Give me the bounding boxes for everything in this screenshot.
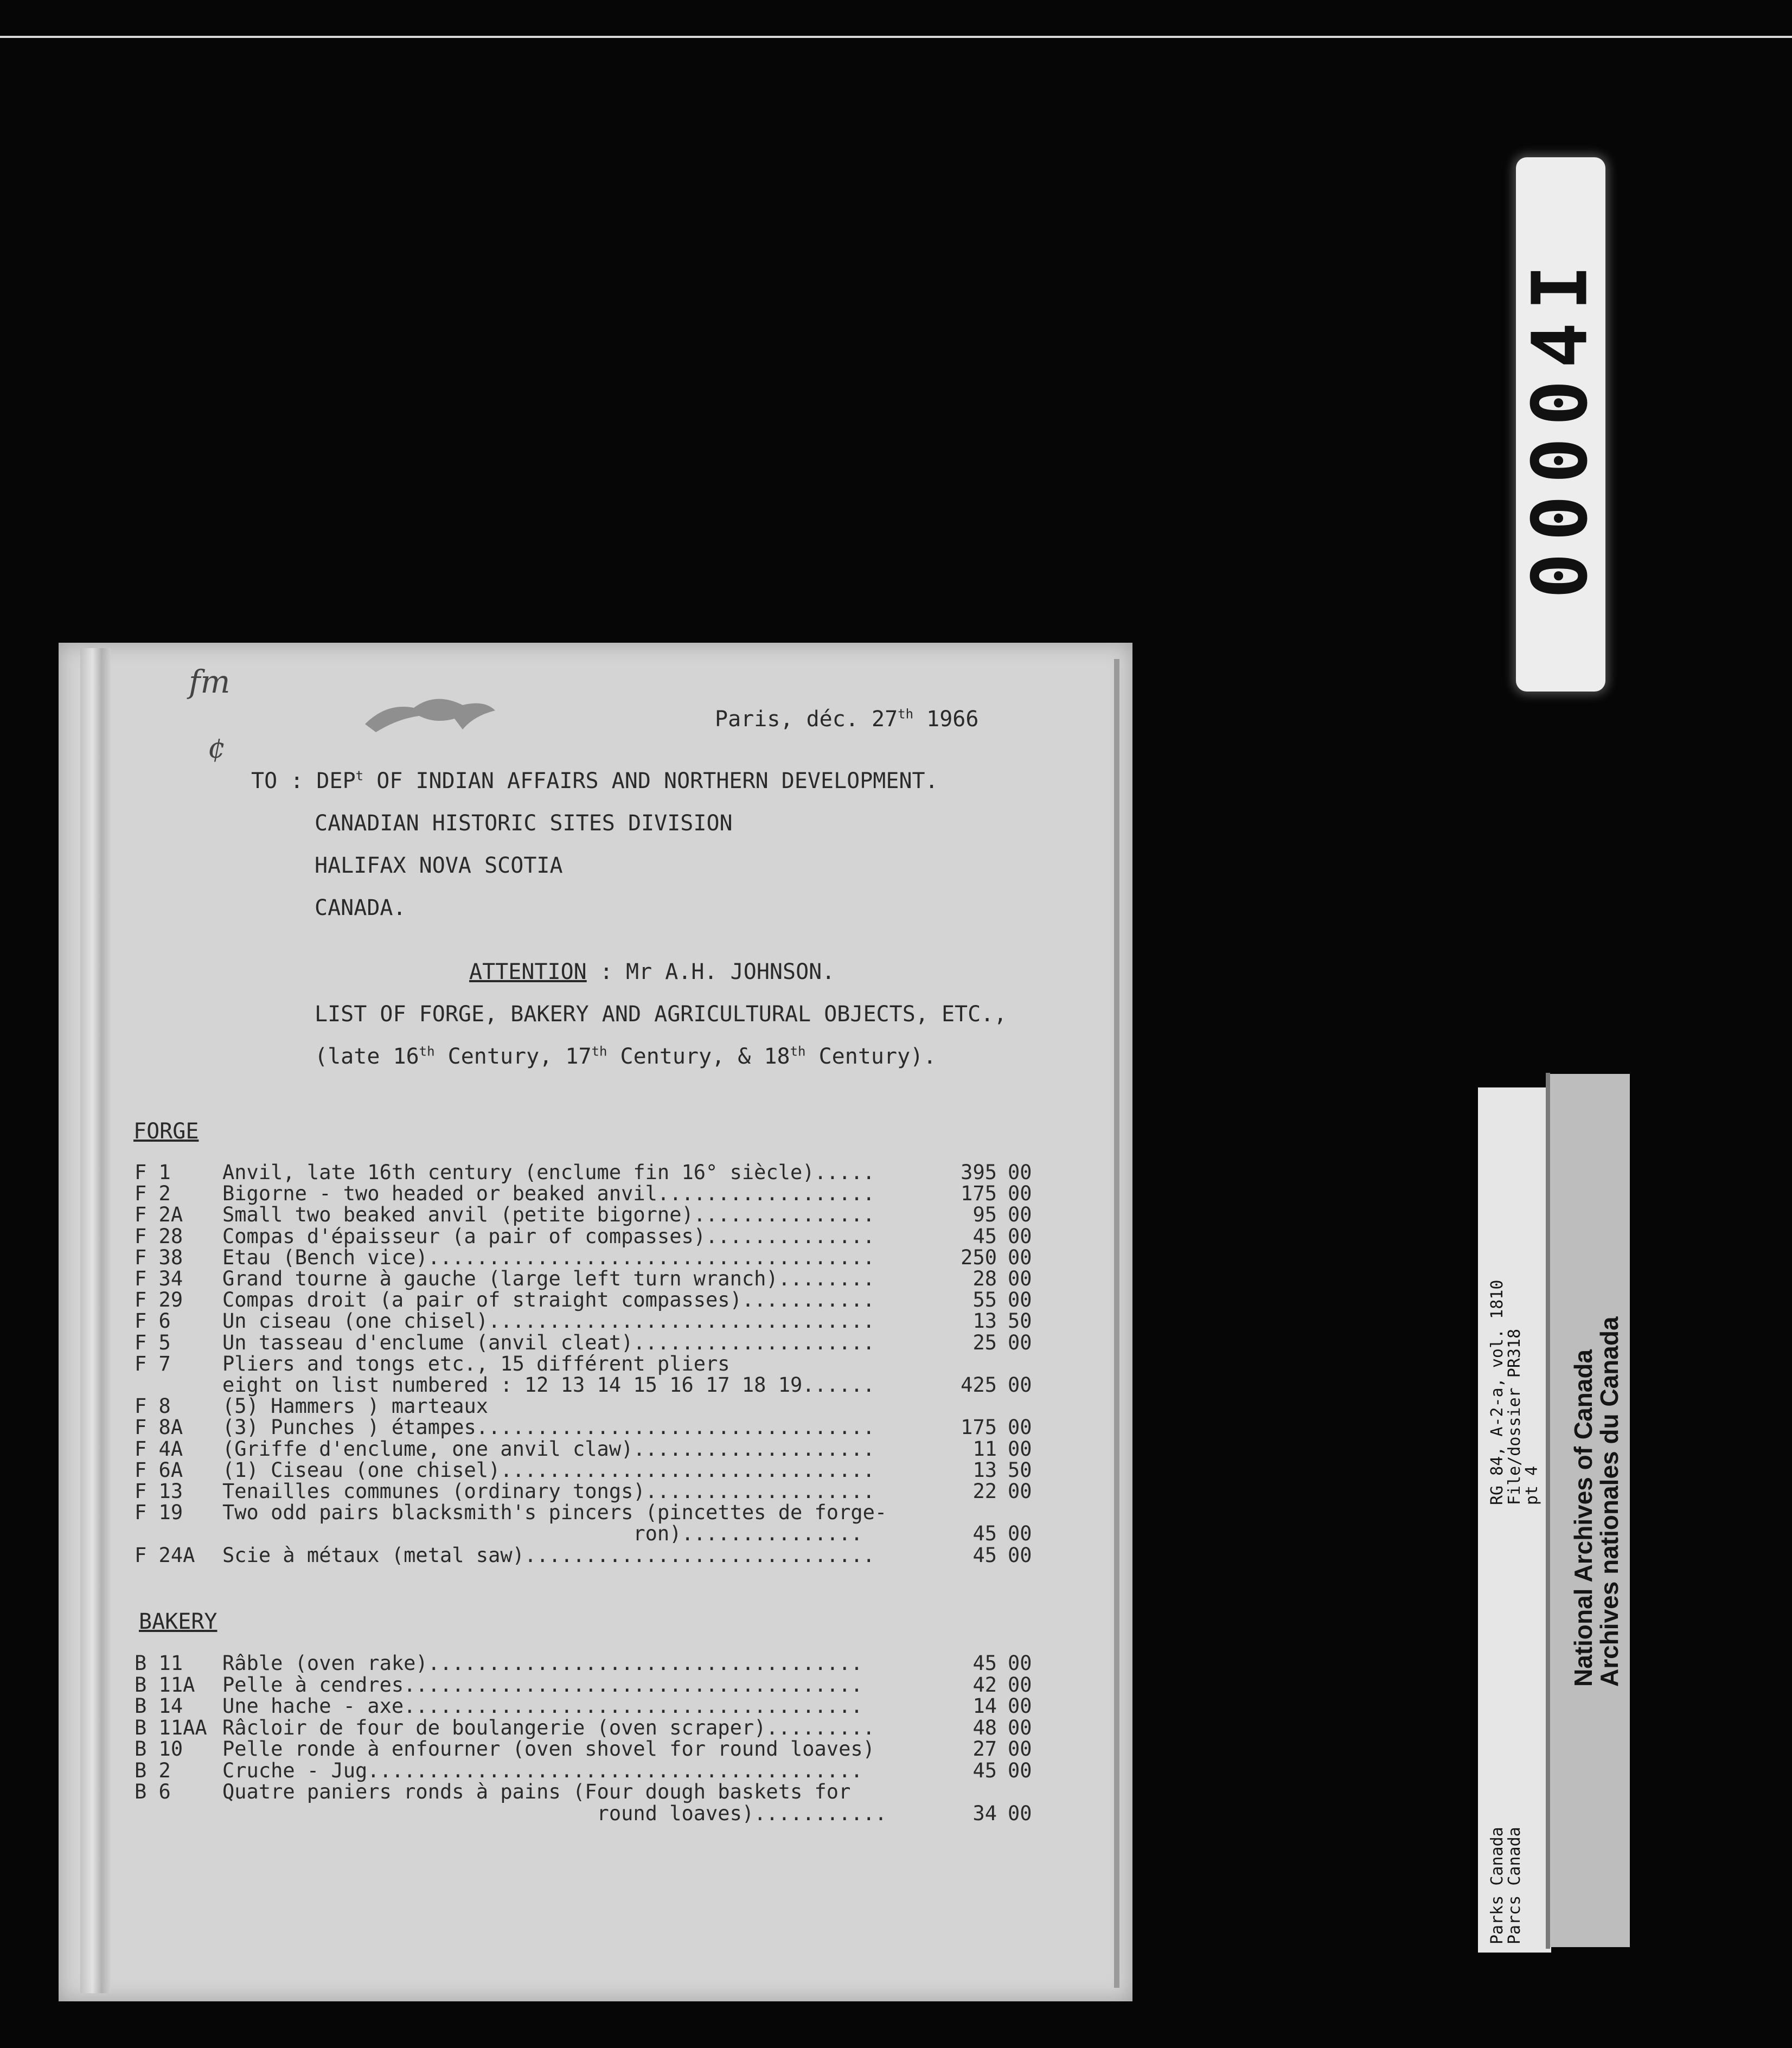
forge-item xyxy=(135,1203,1089,1225)
bakery-item xyxy=(135,1759,1089,1781)
item-description: Un ciseau (one chisel)................................ xyxy=(222,1309,875,1333)
item-code: F 8A xyxy=(135,1416,183,1439)
item-code: F 7 xyxy=(135,1352,171,1375)
item-code: F 2 xyxy=(135,1182,171,1206)
item-cents: 00 xyxy=(1008,1373,1032,1397)
item-amount: 42 xyxy=(972,1673,997,1697)
item-amount: 45 xyxy=(972,1652,997,1675)
item-cents: 00 xyxy=(1008,1737,1032,1761)
item-code: B 11AA xyxy=(135,1716,207,1739)
item-cents: 00 xyxy=(1008,1267,1032,1290)
address-line-1: CANADIAN HISTORIC SITES DIVISION xyxy=(315,811,733,836)
item-code: F 1 xyxy=(135,1161,171,1184)
item-cents: 00 xyxy=(1008,1543,1032,1567)
item-code: F 4A xyxy=(135,1437,183,1461)
item-amount: 14 xyxy=(972,1694,997,1718)
forge-item xyxy=(135,1480,1089,1501)
archive-reference: RG 84, A-2-a, vol. 1810 File/dossier PR318 pt 4 xyxy=(1488,1279,1541,1505)
item-description: Cruche - Jug......................................... xyxy=(222,1758,863,1782)
forge-item xyxy=(135,1501,1089,1525)
item-description: Compas droit (a pair of straight compasses)........... xyxy=(222,1288,875,1312)
page-edge xyxy=(1114,659,1119,1988)
item-amount: 22 xyxy=(972,1480,997,1503)
item-amount: 48 xyxy=(972,1716,997,1739)
item-code: F 29 xyxy=(135,1288,183,1312)
film-edge-line xyxy=(0,36,1792,38)
forge-item xyxy=(135,1458,1089,1480)
item-description: (3) Punches ) étampes................................. xyxy=(222,1416,875,1439)
item-cents: 00 xyxy=(1008,1801,1032,1825)
item-description: Râcloir de four de boulangerie (oven scraper)......... xyxy=(222,1716,875,1739)
subject-line-1: LIST OF FORGE, BAKERY AND AGRICULTURAL OBJECTS, ETC., xyxy=(315,1002,1007,1027)
document-page xyxy=(59,643,1132,2001)
item-cents: 00 xyxy=(1008,1522,1032,1546)
item-description: (Griffe d'enclume, one anvil claw).................... xyxy=(222,1437,875,1461)
forge-item xyxy=(135,1182,1089,1204)
item-code: B 10 xyxy=(135,1737,183,1761)
item-code: F 19 xyxy=(135,1501,183,1525)
attention-line: ATTENTION : Mr A.H. JOHNSON. xyxy=(469,959,835,984)
item-code: F 24A xyxy=(135,1543,195,1567)
item-amount: 45 xyxy=(972,1224,997,1248)
item-cents: 00 xyxy=(1008,1716,1032,1739)
item-description: Râble (oven rake).................................... xyxy=(222,1652,863,1675)
item-description: Two odd pairs blacksmith's pincers (pincettes de forge- xyxy=(222,1501,887,1525)
item-amount: 13 xyxy=(972,1309,997,1333)
item-amount: 395 xyxy=(961,1161,997,1184)
forge-item xyxy=(135,1373,1089,1395)
frame-number-label xyxy=(1516,157,1605,692)
forge-heading: FORGE xyxy=(133,1119,199,1144)
item-amount: 45 xyxy=(972,1522,997,1546)
item-code: B 14 xyxy=(135,1694,183,1718)
item-amount: 250 xyxy=(961,1245,997,1269)
item-amount: 95 xyxy=(972,1203,997,1227)
forge-item xyxy=(135,1267,1089,1289)
address-line-3: CANADA. xyxy=(315,895,406,920)
forge-item xyxy=(135,1309,1089,1331)
item-code: F 2A xyxy=(135,1203,183,1227)
frame-number-text: 00004I xyxy=(1516,253,1605,599)
item-amount: 175 xyxy=(961,1182,997,1206)
item-description: Pliers and tongs etc., 15 différent pliers xyxy=(222,1352,730,1375)
forge-item xyxy=(135,1352,1089,1374)
item-amount: 55 xyxy=(972,1288,997,1312)
bakery-item xyxy=(135,1673,1089,1695)
item-cents: 00 xyxy=(1008,1673,1032,1697)
item-code: B 2 xyxy=(135,1758,171,1782)
item-amount: 13 xyxy=(972,1458,997,1482)
item-cents: 00 xyxy=(1008,1652,1032,1675)
item-description: Anvil, late 16th century (enclume fin 16° siècle)..... xyxy=(222,1161,875,1184)
bakery-item xyxy=(135,1652,1089,1673)
item-description: Une hache - axe...................................... xyxy=(222,1694,863,1718)
item-code: F 13 xyxy=(135,1480,183,1503)
item-cents: 00 xyxy=(1008,1203,1032,1227)
forge-item xyxy=(135,1416,1089,1437)
item-cents: 00 xyxy=(1008,1182,1032,1206)
forge-item xyxy=(135,1246,1089,1268)
item-description: Pelle ronde à enfourner (oven shovel for round loaves) xyxy=(222,1737,875,1761)
item-code: B 6 xyxy=(135,1780,171,1803)
archives-label: National Archives of Canada Archives nationales du Canada xyxy=(1569,1316,1623,1687)
item-description: Scie à métaux (metal saw)............................. xyxy=(222,1543,875,1567)
item-description: eight on list numbered : 12 13 14 15 16 17 18 19...... xyxy=(222,1373,875,1397)
item-code: F 8 xyxy=(135,1394,171,1418)
item-amount: 45 xyxy=(972,1543,997,1567)
item-cents: 50 xyxy=(1008,1309,1032,1333)
page-fold-shadow xyxy=(80,648,111,1993)
ink-smudge xyxy=(354,686,506,740)
subject-line-2: (late 16th Century, 17th Century, & 18th Century). xyxy=(315,1044,937,1069)
item-cents: 00 xyxy=(1008,1245,1032,1269)
item-code: F 6A xyxy=(135,1458,183,1482)
item-description: Quatre paniers ronds à pains (Four dough baskets for xyxy=(222,1780,851,1803)
address-line-2: HALIFAX NOVA SCOTIA xyxy=(315,853,563,878)
forge-item xyxy=(135,1288,1089,1310)
bakery-item xyxy=(135,1716,1089,1738)
recipient-line: TO : DEP$^t$ OF INDIAN AFFAIRS AND NORTHERN DEVELOPMENT. xyxy=(251,768,938,793)
item-code: F 6 xyxy=(135,1309,171,1333)
letter-date: Paris, déc. 27th 1966 xyxy=(715,706,979,732)
item-description: ron)............... xyxy=(222,1522,863,1546)
bakery-heading: BAKERY xyxy=(139,1609,217,1634)
forge-item xyxy=(135,1225,1089,1246)
bakery-item xyxy=(135,1737,1089,1759)
bakery-item xyxy=(135,1802,1089,1823)
item-amount: 34 xyxy=(972,1801,997,1825)
forge-item xyxy=(135,1331,1089,1353)
bakery-item xyxy=(135,1780,1089,1802)
item-cents: 00 xyxy=(1008,1224,1032,1248)
item-cents: 00 xyxy=(1008,1288,1032,1312)
item-description: Small two beaked anvil (petite bigorne)............... xyxy=(222,1203,875,1227)
item-amount: 25 xyxy=(972,1330,997,1354)
forge-item xyxy=(135,1161,1089,1182)
item-description: Grand tourne à gauche (large left turn wranch)........ xyxy=(222,1267,875,1290)
item-description: Pelle à cendres...................................... xyxy=(222,1673,863,1697)
item-cents: 00 xyxy=(1008,1437,1032,1461)
item-code: F 38 xyxy=(135,1245,183,1269)
item-cents: 00 xyxy=(1008,1758,1032,1782)
item-description: round loaves)........... xyxy=(222,1801,887,1825)
archive-reference-strip xyxy=(1478,1087,1551,1953)
item-amount: 27 xyxy=(972,1737,997,1761)
item-cents: 00 xyxy=(1008,1480,1032,1503)
handwritten-margin-mark: ¢ xyxy=(208,732,226,765)
item-code: B 11 xyxy=(135,1652,183,1675)
item-description: (1) Ciseau (one chisel)............................... xyxy=(222,1458,875,1482)
forge-item xyxy=(135,1522,1089,1544)
item-code: F 5 xyxy=(135,1330,171,1354)
item-amount: 175 xyxy=(961,1416,997,1439)
item-description: (5) Hammers ) marteaux xyxy=(222,1394,489,1418)
bakery-item xyxy=(135,1694,1089,1716)
item-amount: 45 xyxy=(972,1758,997,1782)
item-amount: 28 xyxy=(972,1267,997,1290)
item-cents: 50 xyxy=(1008,1458,1032,1482)
item-code: F 28 xyxy=(135,1224,183,1248)
forge-item xyxy=(135,1394,1089,1416)
item-description: Etau (Bench vice)..................................... xyxy=(222,1245,875,1269)
handwritten-initials: fm xyxy=(189,663,231,700)
item-amount: 425 xyxy=(961,1373,997,1397)
item-cents: 00 xyxy=(1008,1161,1032,1184)
parks-canada-label: Parks Canada Parcs Canada xyxy=(1488,1827,1524,1944)
forge-item xyxy=(135,1437,1089,1459)
item-code: B 11A xyxy=(135,1673,195,1697)
item-cents: 00 xyxy=(1008,1330,1032,1354)
item-description: Bigorne - two headed or beaked anvil.................. xyxy=(222,1182,875,1206)
item-amount: 11 xyxy=(972,1437,997,1461)
strip-divider xyxy=(1546,1073,1550,1949)
item-cents: 00 xyxy=(1008,1416,1032,1439)
item-code: F 34 xyxy=(135,1267,183,1290)
item-description: Tenailles communes (ordinary tongs)................... xyxy=(222,1480,875,1503)
archives-label-strip xyxy=(1548,1074,1630,1947)
item-cents: 00 xyxy=(1008,1694,1032,1718)
item-description: Un tasseau d'enclume (anvil cleat).................... xyxy=(222,1330,875,1354)
forge-item xyxy=(135,1544,1089,1565)
item-description: Compas d'épaisseur (a pair of compasses).............. xyxy=(222,1224,875,1248)
